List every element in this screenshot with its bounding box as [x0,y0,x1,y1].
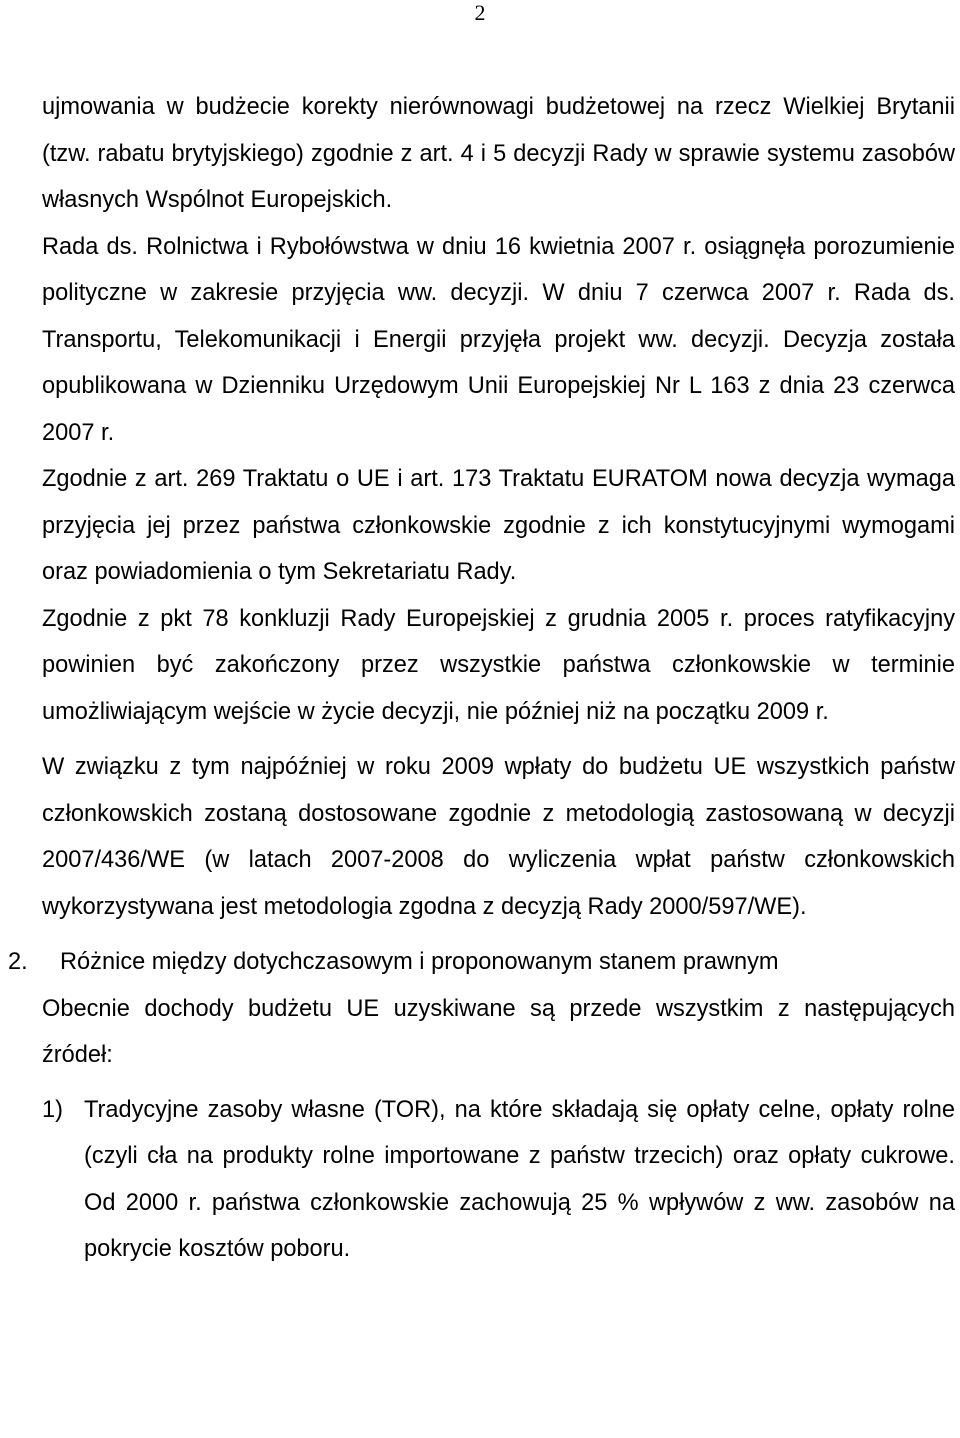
paragraph-treaty-ratification: Zgodnie z art. 269 Traktatu o UE i art. 173 Traktatu EURATOM nowa decyzja wymaga przyjęcia jej przez państwa członkowskie zgodnie z ich konstytucyjnymi wymogami oraz powiadomienia o tym Sekretariatu Rady. [42,466,955,585]
paragraph-ratification-deadline: Zgodnie z pkt 78 konkluzji Rady Europejskiej z grudnia 2005 r. proces ratyfikacyjny powinien być zakończony przez wszystkie państwa członkowskie w terminie umożliwiającym wejście w życie decyzji, nie później niż na początku 2009 r. [42,605,955,725]
page-number: 2 [474,0,486,25]
section-number: 2. [8,949,28,975]
section-heading [8,939,955,986]
list-item [42,1087,955,1273]
list-item-text: Tradycyjne zasoby własne (TOR), na które składają się opłaty celne, opłaty rolne (czyli cła na produkty rolne importowane z państw trzecich) oraz opłaty cukrowe. Od 2000 r. państwa członkowskie zachowują 25 % wpływów z ww. zasobów na pokrycie kosztów poboru. [84,1096,955,1262]
document-body [8,84,955,1273]
paragraph-income-sources: Obecnie dochody budżetu UE uzyskiwane są przede wszystkim z następujących źródeł: [42,995,955,1068]
list-item-marker: 1) [42,1096,63,1123]
section-title: Różnice między dotychczasowym i proponowanym stanem prawnym [60,949,779,975]
paragraph-council-adoption: Rada ds. Rolnictwa i Rybołówstwa w dniu 16 kwietnia 2007 r. osiągnęła porozumienie polityczne w zakresie przyjęcia ww. decyzji. W dniu 7 czerwca 2007 r. Rada ds. Transportu, Telekomunikacji i Energii przyjęła projekt ww. decyzji. Decyzja została opublikowana w Dzienniku Urzędowym Unii Europejskiej Nr L 163 z dnia 23 czerwca 2007 r. [42,233,955,446]
paragraph-methodology: W związku z tym najpóźniej w roku 2009 wpłaty do budżetu UE wszystkich państw członkowskich zostaną dostosowane zgodnie z metodologią zastosowaną w decyzji 2007/436/WE (w latach 2007-2008 do wyliczenia wpłat państw członkowskich wykorzystywana jest metodologia zgodna z decyzją Rady 2000/597/WE). [42,754,955,920]
paragraph-rebate: ujmowania w budżecie korekty nierównowagi budżetowej na rzecz Wielkiej Brytanii (tzw. rabatu brytyjskiego) zgodnie z art. 4 i 5 decyzji Rady w sprawie systemu zasobów własnych Wspólnot Europejskich. [42,94,955,213]
